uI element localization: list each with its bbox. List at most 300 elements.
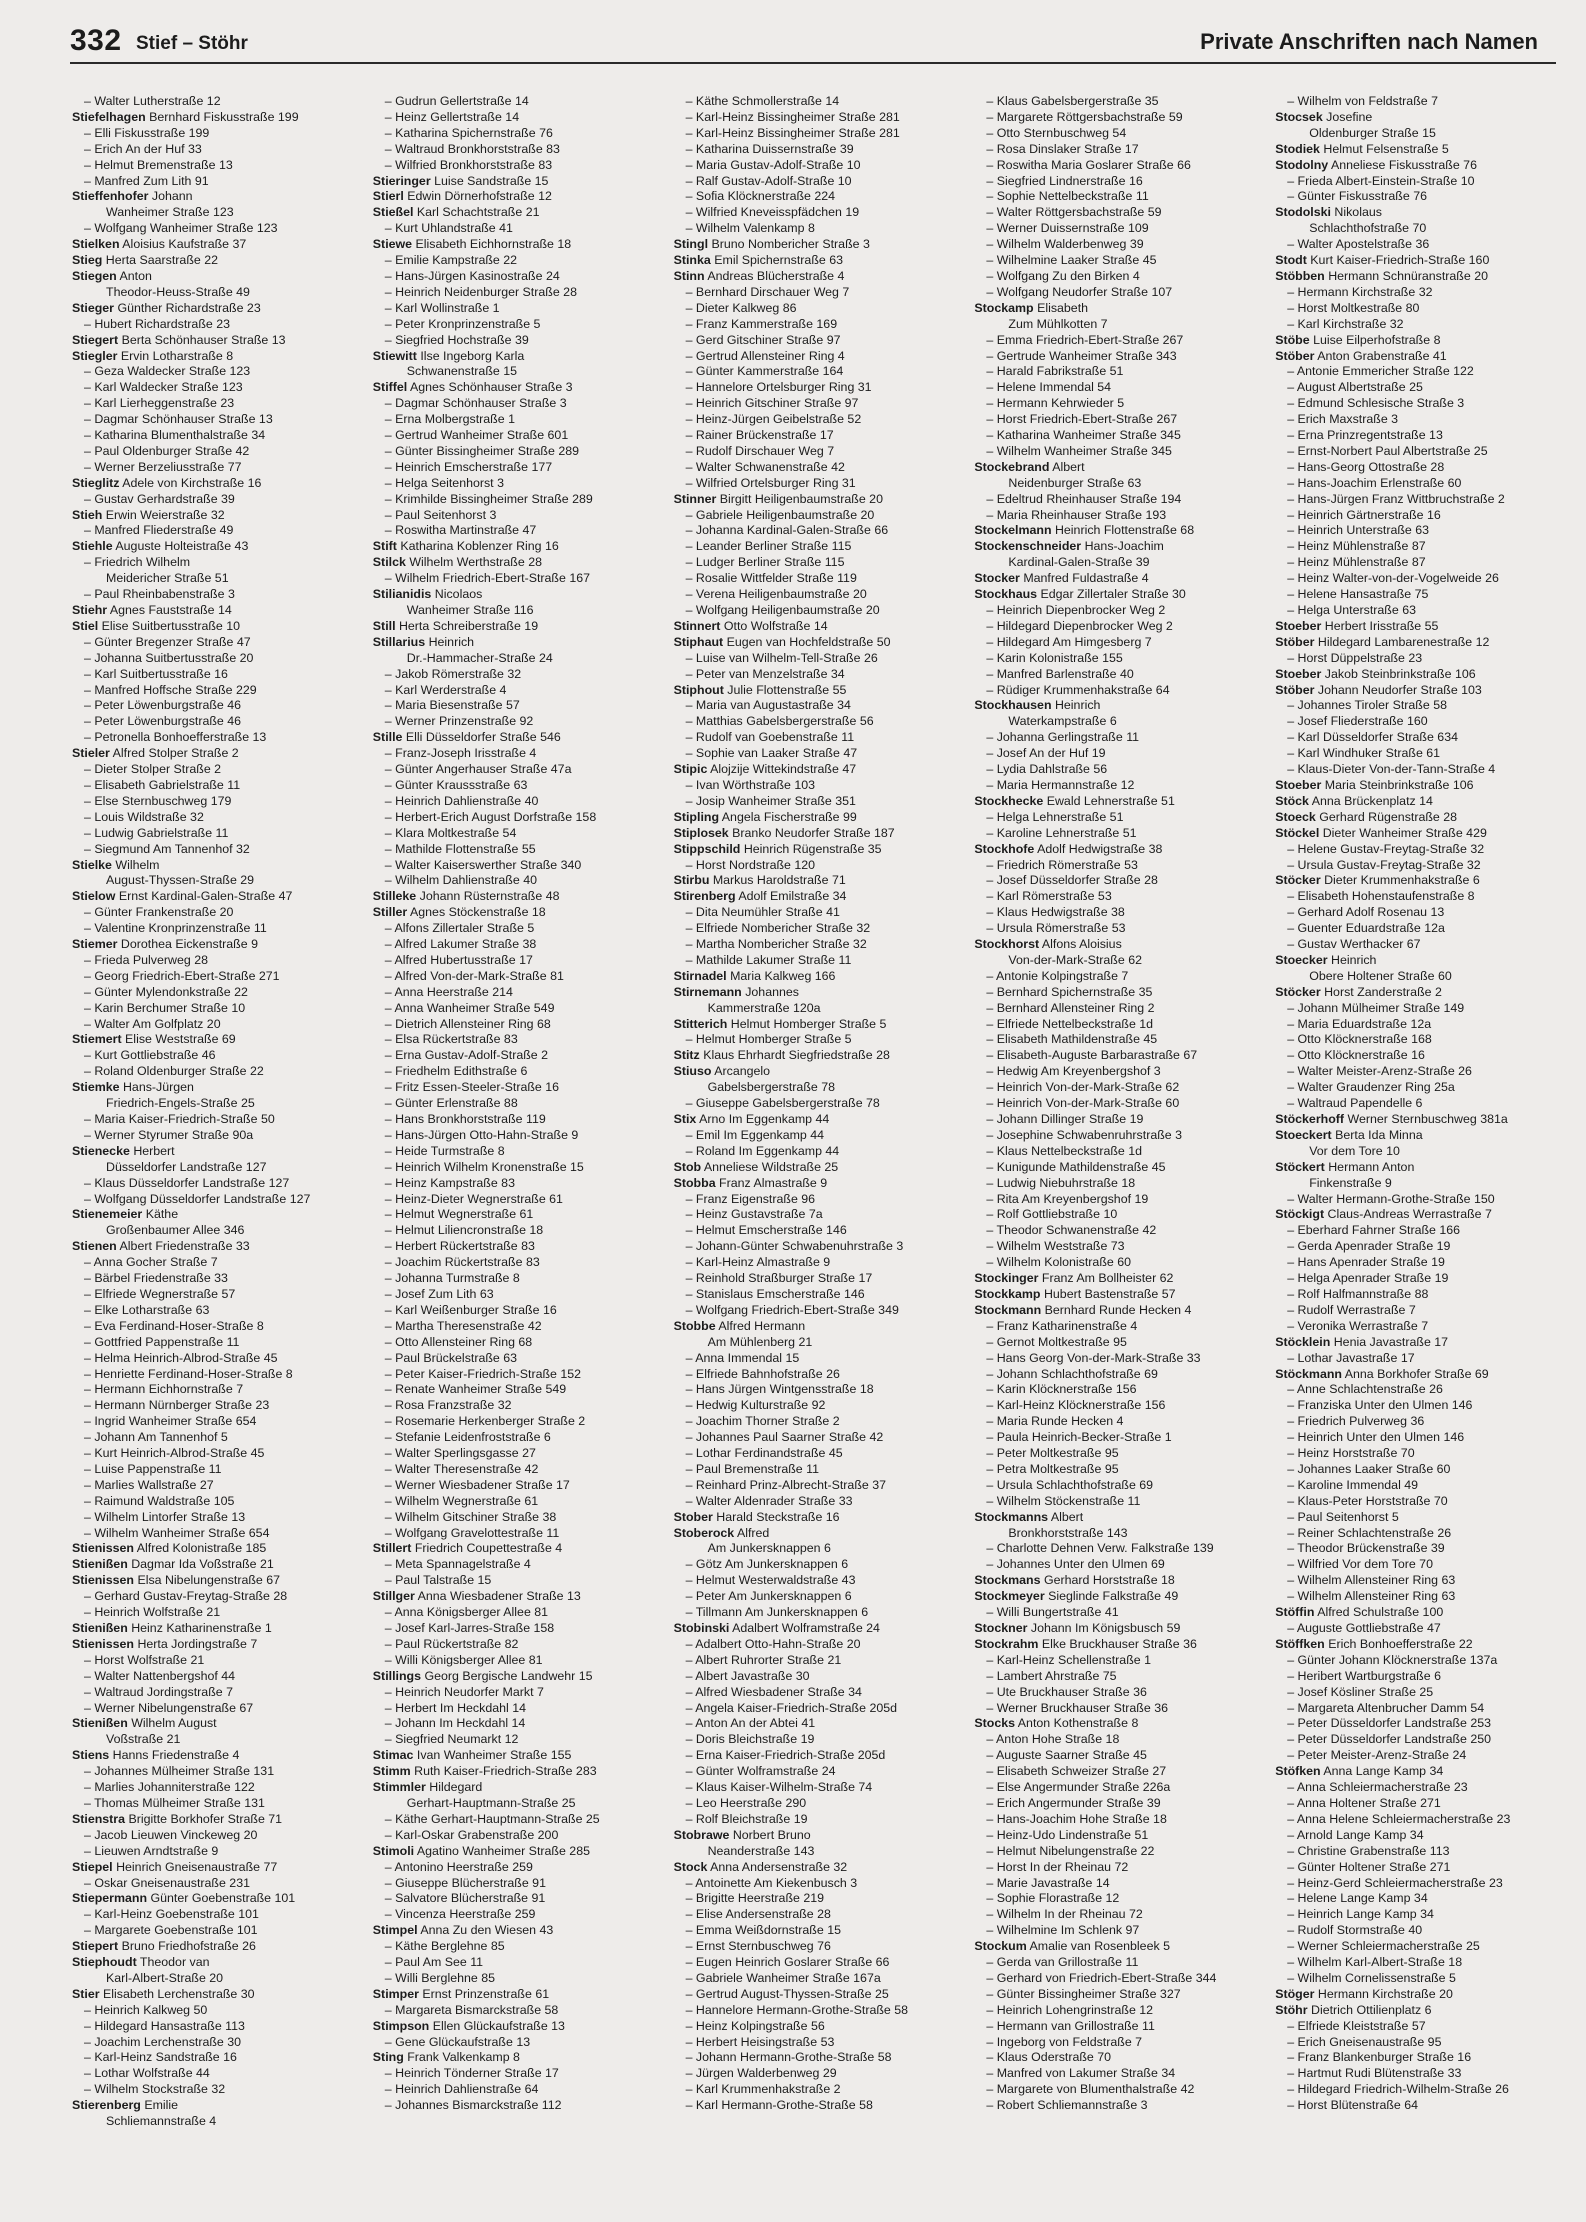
entry-address: Albert	[1050, 1509, 1084, 1524]
directory-entry-head	[1275, 205, 1562, 221]
surname: Stöber	[1275, 682, 1315, 697]
entry-address: Edgar Zillertaler Straße 30	[1040, 587, 1186, 602]
directory-entry: – Antonino Heerstraße 259	[384, 1859, 533, 1874]
surname: Stieg	[72, 253, 103, 268]
directory-entry: – Brigitte Heerstraße 219	[685, 1891, 825, 1906]
surname: Stodiek	[1275, 141, 1320, 156]
entry-address: Agnes Schönhauser Straße 3	[409, 380, 573, 395]
directory-entry: – August Albertstraße 25	[1287, 380, 1423, 395]
entry-address: Elli Düsseldorfer Straße 546	[405, 730, 561, 745]
entry-address: Horst Zanderstraße 2	[1324, 984, 1442, 999]
surname: Stier	[72, 1986, 100, 2001]
surname: Stirenberg	[673, 889, 736, 904]
address-continuation: Friedrich-Engels-Straße 25	[106, 1096, 255, 1111]
entry-address: Herta Jordingstraße 7	[137, 1636, 258, 1651]
directory-entry: – Anna Königsberger Allee 81	[384, 1605, 549, 1620]
directory-entry: – Helmut Homberger Straße 5	[685, 1032, 852, 1047]
entry-address: Erich Bonhoefferstraße 22	[1328, 1636, 1473, 1651]
directory-entry-head	[1275, 333, 1562, 349]
directory-entry: – Joachim Lerchenstraße 30	[84, 2034, 242, 2049]
entry-address: Ervin Lotharstraße 8	[120, 348, 234, 363]
directory-entry: – Hans-Jürgen Otto-Hahn-Straße 9	[384, 1127, 579, 1142]
surname: Stierenberg	[72, 2098, 141, 2113]
directory-entry: – Wolfgang Heiligenbaumstraße 20	[685, 603, 880, 617]
directory-entry: – Jakob Römerstraße 32	[384, 666, 522, 681]
directory-entry: – Johannes Mülheimer Straße 131	[84, 1764, 275, 1779]
directory-entry: – Franz-Joseph Irisstraße 4	[384, 746, 537, 761]
directory-entry: – Waltraud Jordingstraße 7	[84, 1684, 233, 1699]
directory-entry-head	[72, 349, 359, 365]
directory-entry-head	[72, 253, 359, 269]
directory-entry: – Kurt Uhlandstraße 41	[384, 221, 513, 236]
directory-entry-head	[674, 1860, 961, 1876]
entry-address: Heinz Katharinenstraße 1	[131, 1621, 272, 1635]
directory-entry: – Sophie Florastraße 12	[986, 1891, 1120, 1906]
directory-entry-head	[1275, 2003, 1562, 2019]
directory-entry-head	[674, 889, 961, 905]
surname: Stieler	[72, 746, 110, 761]
directory-entry-head	[1275, 1605, 1562, 1621]
directory-entry: – Werner Duissernstraße 109	[986, 221, 1149, 236]
directory-entry: – Rainer Brückenstraße 17	[685, 428, 834, 443]
entry-address: Luise Eilperhofstraße 8	[1313, 332, 1441, 347]
directory-entry: – Rolf Halfmannstraße 88	[1287, 1286, 1429, 1301]
directory-entry: – Horst In der Rheinau 72	[986, 1859, 1129, 1874]
directory-entry: – Hans-Joachim Hohe Straße 18	[986, 1811, 1167, 1826]
surname: Stierl	[372, 189, 404, 204]
surname: Stiewe	[372, 237, 413, 252]
directory-entry-head	[974, 1510, 1261, 1526]
directory-entry-head	[1275, 619, 1562, 635]
directory-entry-head	[1275, 1335, 1562, 1351]
directory-entry: – Ingrid Wanheimer Straße 654	[84, 1414, 257, 1429]
surname: Stodt	[1275, 253, 1307, 268]
directory-entry: – Emil Im Eggenkamp 44	[685, 1127, 825, 1142]
surname: Stieger	[72, 300, 115, 315]
directory-entry: – Klaus Kaiser-Wilhelm-Straße 74	[685, 1780, 873, 1795]
directory-entry: – Günter Kammerstraße 164	[685, 364, 844, 379]
directory-entry: – Hildegard Friedrich-Wilhelm-Straße 26	[1287, 2082, 1509, 2097]
name-range: Stief – Stöhr	[136, 33, 248, 54]
directory-entry: – Johann Am Tannenhof 5	[84, 1430, 228, 1445]
directory-entry: – Elfriede Wegnerstraße 57	[84, 1286, 236, 1301]
entry-address: Markus Haroldstraße 71	[712, 873, 846, 888]
directory-entry: – Johannes Bismarckstraße 112	[384, 2098, 562, 2113]
directory-entry: – Helmut Westerwaldstraße 43	[685, 1573, 856, 1588]
directory-entry: – Wilfried Ortelsburger Ring 31	[685, 475, 856, 490]
directory-entry: – Else Angermunder Straße 226a	[986, 1780, 1171, 1795]
directory-entry: – Siegfried Neumarkt 12	[384, 1732, 519, 1747]
directory-entry: – Johanna Suitbertusstraße 20	[84, 650, 254, 665]
surname: Stobba	[673, 1175, 716, 1190]
directory-entry: – Waltraud Papendelle 6	[1287, 1096, 1423, 1111]
directory-entry-head	[674, 253, 961, 269]
directory-entry: – Hans Apenrader Straße 19	[1287, 1255, 1445, 1270]
entry-address: Edwin Dörnerhofstraße 12	[407, 189, 552, 204]
entry-address: Günther Richardstraße 23	[117, 300, 261, 315]
directory-entry: – Werner Wiesbadener Straße 17	[384, 1477, 570, 1492]
entry-address: Ellen Glückaufstraße 13	[432, 2018, 565, 2033]
directory-entry: – Frieda Albert-Einstein-Straße 10	[1287, 173, 1475, 188]
directory-entry-head	[1275, 778, 1562, 794]
surname: Stiemke	[72, 1080, 120, 1095]
directory-entry: – Luise Pappenstraße 11	[84, 1461, 222, 1476]
address-continuation: Karl-Albert-Straße 20	[106, 1970, 224, 1985]
directory-entry: – Rolf Bleichstraße 19	[685, 1811, 808, 1826]
surname: Stiphaut	[673, 634, 724, 649]
directory-entry: – Karin Kolonistraße 155	[986, 650, 1123, 665]
directory-entry: – Heinrich Gärtnerstraße 16	[1287, 507, 1441, 522]
entry-address: Alfred	[736, 1525, 770, 1540]
directory-entry: – Anna Schleiermacherstraße 23	[1287, 1780, 1468, 1795]
directory-entry: – Charlotte Dehnen Verw. Falkstraße 139	[986, 1541, 1214, 1556]
directory-entry: – Maria van Augustastraße 34	[685, 698, 851, 713]
surname: Stockkamp	[974, 1286, 1041, 1301]
address-continuation: Dr.-Hammacher-Straße 24	[406, 650, 553, 665]
directory-entry: – Karl-Heinz Schellenstraße 1	[986, 1652, 1151, 1667]
directory-entry: – Willi Königsberger Allee 81	[384, 1652, 543, 1667]
directory-entry-head	[72, 1939, 359, 1955]
directory-entry-head	[373, 1764, 660, 1780]
entry-address: Johann Im Königsbusch 59	[1030, 1621, 1181, 1635]
directory-entry: – Walter Meister-Arenz-Straße 26	[1287, 1064, 1472, 1079]
directory-entry-head	[72, 1557, 359, 1573]
entry-address: Elisabeth	[1037, 300, 1089, 315]
directory-entry: – Elfriede Kleiststraße 57	[1287, 2018, 1426, 2033]
directory-entry: – Josef Fliederstraße 160	[1287, 714, 1428, 729]
entry-address: Heinrich Flottenstraße 68	[1054, 523, 1195, 538]
surname: Stober	[673, 1509, 713, 1524]
surname: Stimpson	[372, 2018, 430, 2033]
directory-entry-head	[974, 1573, 1261, 1589]
surname: Still	[372, 618, 396, 633]
entry-address: Agatino Wanheimer Straße 285	[416, 1843, 590, 1858]
directory-entry: – Ursula Gustav-Freytag-Straße 32	[1287, 857, 1481, 872]
directory-entry: – Otto Sternbuschweg 54	[986, 125, 1127, 140]
entry-address: Kurt Kaiser-Friedrich-Straße 160	[1310, 253, 1490, 268]
directory-entry-head	[373, 205, 660, 221]
address-continuation: August-Thyssen-Straße 29	[106, 873, 255, 888]
entry-address: Herta Schreiberstraße 19	[398, 618, 539, 633]
directory-entry: – Mathilde Flottenstraße 55	[384, 841, 536, 856]
entry-address: Alfred Kolonistraße 185	[136, 1541, 267, 1556]
directory-entry: – Klaus Gabelsbergerstraße 35	[986, 94, 1159, 108]
directory-entry-head	[72, 189, 359, 205]
directory-entry: – Anna Heerstraße 214	[384, 984, 513, 999]
directory-entry: – Frieda Pulverweg 28	[84, 952, 208, 967]
surname: Stitz	[673, 1048, 700, 1063]
directory-entry-head	[373, 587, 660, 603]
entry-address: Arno Im Eggenkamp 44	[699, 1112, 830, 1126]
directory-entry-head	[674, 1048, 961, 1064]
directory-entry: – Peter Düsseldorfer Landstraße 250	[1287, 1732, 1492, 1747]
directory-entry-head	[72, 269, 359, 285]
directory-entry: – Albert Javastraße 30	[685, 1668, 810, 1683]
surname: Stiehr	[72, 603, 108, 617]
directory-entry: – Wilhelm Valenkamp 8	[685, 221, 815, 236]
directory-entry: – Eugen Heinrich Goslarer Straße 66	[685, 1955, 890, 1970]
surname: Stienissen	[72, 1541, 134, 1556]
surname: Stieringer	[372, 173, 431, 188]
directory-entry-head	[72, 1891, 359, 1907]
address-continuation: Voßstraße 21	[106, 1732, 181, 1747]
surname: Stiens	[72, 1748, 110, 1763]
directory-entry: – Helene Lange Kamp 34	[1287, 1891, 1428, 1906]
directory-entry-head	[1275, 826, 1562, 842]
entry-address: Klaus Ehrhardt Siegfriedstraße 28	[703, 1048, 890, 1063]
directory-entry: – Katharina Spichernstraße 76	[384, 125, 553, 140]
directory-entry: – Alfred Lakumer Straße 38	[384, 937, 537, 952]
directory-entry: – Paul Rückertstraße 82	[384, 1636, 519, 1651]
directory-entry: – Heinz Walter-von-der-Vogelweide 26	[1287, 571, 1499, 586]
directory-entry: – Karl Hermann-Grothe-Straße 58	[685, 2098, 873, 2113]
directory-entry: – Walter Theresenstraße 42	[384, 1461, 539, 1476]
directory-entry: – Lydia Dahlstraße 56	[986, 762, 1108, 777]
directory-entry: – Paul Am See 11	[384, 1955, 484, 1970]
directory-entry: – Elisabeth Hohenstaufenstraße 8	[1287, 889, 1475, 904]
entry-address: Brigitte Borkhofer Straße 71	[128, 1811, 283, 1826]
directory-entry: – Werner Schleiermacherstraße 25	[1287, 1939, 1480, 1954]
directory-entry: – Friedhelm Edithstraße 6	[384, 1064, 528, 1079]
entry-address: Jakob Steinbrinkstraße 106	[1324, 666, 1476, 681]
directory-entry: – Siegfried Hochstraße 39	[384, 332, 529, 347]
directory-entry-head	[1275, 1367, 1562, 1383]
directory-entry-head	[72, 1080, 359, 1096]
entry-address: Angela Fischerstraße 99	[721, 809, 857, 824]
surname: Stocks	[974, 1716, 1016, 1731]
entry-address: Heinrich Gneisenaustraße 77	[116, 1859, 278, 1874]
entry-address: Henia Javastraße 17	[1333, 1334, 1449, 1349]
directory-entry-head	[674, 1319, 961, 1335]
entry-address: Franz Almastraße 9	[719, 1175, 828, 1190]
surname: Stiuso	[673, 1064, 712, 1079]
directory-entry: – Karl Weißenburger Straße 16	[384, 1302, 557, 1317]
directory-entry: – Gernot Moltkestraße 95	[986, 1334, 1127, 1349]
surname: Stocsek	[1275, 109, 1323, 124]
entry-address: Alojzije Wittekindstraße 47	[710, 762, 857, 777]
directory-entry: – Heinz-Jürgen Geibelstraße 52	[685, 412, 862, 427]
entry-address: Hermann Anton	[1328, 1159, 1415, 1174]
directory-entry: – Dagmar Schönhauser Straße 13	[84, 412, 273, 427]
directory-entry: – Margareta Altenbrucher Damm 54	[1287, 1700, 1485, 1715]
surname: Stockebrand	[974, 459, 1050, 474]
directory-entry: – Heinrich Diepenbrocker Weg 2	[986, 603, 1166, 617]
surname: Stockenschneider	[974, 539, 1082, 554]
directory-entry: – Hermann van Grillostraße 11	[986, 2018, 1155, 2033]
surname: Stillings	[372, 1668, 421, 1683]
directory-entry: – Wolfgang Neudorfer Straße 107	[986, 284, 1173, 299]
entry-address: Käthe	[145, 1207, 179, 1222]
directory-entry: – Lothar Wolfstraße 44	[84, 2066, 210, 2081]
entry-address: Arcangelo	[714, 1064, 771, 1079]
address-continuation: Wanheimer Straße 123	[106, 205, 234, 220]
directory-entry: – Heinrich Kalkweg 50	[84, 2002, 208, 2017]
directory-entry: – Anton An der Abtei 41	[685, 1716, 816, 1731]
directory-entry: – Gerhard von Friedrich-Ebert-Straße 344	[986, 1970, 1217, 1985]
directory-entry: – Petra Moltkestraße 95	[986, 1461, 1119, 1476]
address-continuation: Zum Mühlkotten 7	[1008, 316, 1108, 331]
directory-entry: – Wilhelm Weststraße 73	[986, 1239, 1125, 1254]
directory-entry: – Otto Klöcknerstraße 16	[1287, 1048, 1425, 1063]
directory-entry: – Dietrich Allensteiner Ring 68	[384, 1016, 551, 1031]
directory-entry: – Gerda Apenrader Straße 19	[1287, 1239, 1451, 1254]
directory-entry: – Lothar Javastraße 17	[1287, 1350, 1415, 1365]
directory-entry: – Gabriele Wanheimer Straße 167a	[685, 1970, 881, 1985]
surname: Stoeckert	[1275, 1127, 1332, 1142]
directory-entry: – Gertrud Allensteiner Ring 4	[685, 348, 845, 363]
directory-entry: – Elise Andersenstraße 28	[685, 1907, 831, 1922]
address-continuation: Neidenburger Straße 63	[1008, 475, 1142, 490]
directory-entry: – Emma Weißdornstraße 15	[685, 1923, 841, 1938]
directory-entry: – Wilhelm Wegnerstraße 61	[384, 1493, 539, 1508]
directory-entry: – Heinz Mühlenstraße 87	[1287, 555, 1426, 570]
directory-entry-head	[1275, 794, 1562, 810]
surname: Stienecke	[72, 1143, 130, 1158]
entry-address: Anna Lange Kamp 34	[1323, 1764, 1444, 1779]
directory-entry-head	[974, 1621, 1261, 1637]
directory-entry: – Antonie Kolpingstraße 7	[986, 968, 1129, 983]
directory-entry-head	[974, 539, 1261, 555]
surname: Stiepel	[72, 1859, 113, 1874]
directory-entry-head	[1275, 953, 1562, 969]
directory-entry: – Walter Röttgersbachstraße 59	[986, 205, 1162, 220]
directory-entry: – Harald Fabrikstraße 51	[986, 364, 1124, 379]
surname: Stienemeier	[72, 1207, 143, 1222]
directory-entry: – Helmut Liliencronstraße 18	[384, 1223, 544, 1238]
surname: Stieh	[72, 507, 103, 522]
directory-entry: – Klaus Düsseldorfer Landstraße 127	[84, 1175, 290, 1190]
column-2	[373, 94, 660, 2214]
directory-entry: – Horst Moltkestraße 80	[1287, 300, 1420, 315]
directory-entry: – Heinrich Lohengrinstraße 12	[986, 2002, 1154, 2017]
column-1	[72, 94, 359, 2214]
directory-entry-head	[674, 985, 961, 1001]
directory-entry: – Gudrun Gellertstraße 14	[384, 94, 529, 108]
entry-address: Johann	[151, 189, 193, 204]
directory-entry-head	[373, 1748, 660, 1764]
directory-entry-head	[72, 1637, 359, 1653]
entry-address: Manfred Fuldastraße 4	[1023, 571, 1149, 586]
surname: Stimper	[372, 1986, 419, 2001]
directory-entry: – Rosemarie Herkenberger Straße 2	[384, 1414, 586, 1429]
directory-entry: – Matthias Gabelsbergerstraße 56	[685, 714, 874, 729]
surname: Stienißen	[72, 1716, 128, 1731]
directory-entry: – Heinrich Unter den Ulmen 146	[1287, 1430, 1465, 1445]
directory-entry: – Paula Heinrich-Becker-Straße 1	[986, 1430, 1172, 1445]
directory-entry: – Hartmut Rudi Blütenstraße 33	[1287, 2066, 1462, 2081]
entry-address: Hubert Bastenstraße 57	[1043, 1286, 1176, 1301]
entry-address: Elisabeth Eichhornstraße 18	[415, 237, 572, 252]
entry-address: Herta Saarstraße 22	[105, 253, 219, 268]
entry-address: Anna Borkhofer Straße 69	[1344, 1366, 1489, 1381]
directory-entry: – Erich Maxstraße 3	[1287, 412, 1399, 427]
entry-address: Adalbert Wolframstraße 24	[732, 1621, 880, 1635]
directory-entry-head	[373, 905, 660, 921]
surname: Stilleke	[372, 889, 417, 904]
surname: Stiegler	[72, 348, 118, 363]
directory-entry-head	[373, 619, 660, 635]
directory-entry-head	[72, 1621, 359, 1637]
directory-entry: – Heinrich Von-der-Mark-Straße 62	[986, 1080, 1180, 1095]
entry-address: Berta Ida Minna	[1335, 1127, 1423, 1142]
directory-entry-head	[373, 2050, 660, 2066]
directory-entry: – Dita Neumühler Straße 41	[685, 905, 840, 920]
entry-address: Anton Kothenstraße 8	[1017, 1716, 1139, 1731]
directory-entry: – Roswitha Maria Goslarer Straße 66	[986, 157, 1191, 172]
entry-address: Nikolaus	[1334, 205, 1382, 220]
directory-entry: – Günter Bissingheimer Straße 327	[986, 1986, 1181, 2001]
directory-entry-head	[974, 523, 1261, 539]
directory-entry-head	[373, 539, 660, 555]
entry-address: Katharina Koblenzer Ring 16	[400, 539, 559, 554]
surname: Stockhaus	[974, 587, 1038, 602]
directory-entry: – Gustav Werthacker 67	[1287, 937, 1421, 952]
directory-entry: – Walter Graudenzer Ring 25a	[1287, 1080, 1455, 1095]
directory-entry: – Helma Heinrich-Albrod-Straße 45	[84, 1350, 278, 1365]
directory-entry: – Peter Löwenburgstraße 46	[84, 698, 242, 713]
surname: Stinn	[673, 268, 705, 283]
directory-entry: – Helga Lehnerstraße 51	[986, 809, 1124, 824]
directory-entry: – Elke Lotharstraße 63	[84, 1302, 210, 1317]
surname: Stöckel	[1275, 825, 1320, 840]
surname: Stöger	[1275, 1986, 1315, 2001]
directory-entry-head	[674, 826, 961, 842]
directory-entry: – Marlies Wallstraße 27	[84, 1477, 214, 1492]
directory-entry-head	[373, 237, 660, 253]
directory-entry: – Joachim Rückertstraße 83	[384, 1255, 540, 1270]
directory-entry: – Josef Kösliner Straße 25	[1287, 1684, 1434, 1699]
entry-address: Claus-Andreas Werrastraße 7	[1327, 1207, 1492, 1222]
surname: Stobbe	[673, 1318, 716, 1333]
directory-entry: – Werner Nibelungenstraße 67	[84, 1700, 254, 1715]
directory-entry: – Walter Hermann-Grothe-Straße 150	[1287, 1191, 1495, 1206]
surname: Stöckmann	[1275, 1366, 1342, 1381]
surname: Stilianidis	[372, 587, 432, 602]
entry-address: Maria Kalkweg 166	[730, 968, 836, 983]
directory-entry: – Johannes Paul Saarner Straße 42	[685, 1430, 884, 1445]
directory-entry: – Karl-Oskar Grabenstraße 200	[384, 1827, 559, 1842]
entry-address: Anton	[119, 268, 152, 283]
surname: Stillert	[372, 1541, 412, 1556]
entry-address: Albert	[1052, 459, 1085, 474]
entry-address: Anna Brückenplatz 14	[1311, 793, 1433, 808]
directory-entry: – Josef Karl-Jarres-Straße 158	[384, 1621, 555, 1635]
directory-entry: – Hermann Kirchstraße 32	[1287, 284, 1433, 299]
directory-entry: – Reiner Schlachtenstraße 26	[1287, 1525, 1452, 1540]
directory-entry: – Otto Klöcknerstraße 168	[1287, 1032, 1432, 1047]
directory-entry: – Johanna Kardinal-Galen-Straße 66	[685, 523, 889, 538]
surname: Stockhausen	[974, 698, 1052, 713]
directory-entry: – Karoline Immendal 49	[1287, 1477, 1419, 1492]
directory-entry: – Wilhelm Friedrich-Ebert-Straße 167	[384, 571, 590, 586]
directory-entry: – Hans Bronkhorststraße 119	[384, 1112, 546, 1126]
surname: Stöber	[1275, 348, 1315, 363]
surname: Stockmann	[974, 1302, 1042, 1317]
directory-entry-head	[674, 635, 961, 651]
directory-entry: – Werner Prinzenstraße 92	[384, 714, 534, 729]
directory-entry: – Rudolf Werrastraße 7	[1287, 1302, 1416, 1317]
directory-entry: – Walter Apostelstraße 36	[1287, 237, 1430, 252]
directory-entry-head	[72, 2098, 359, 2114]
surname: Stingl	[673, 237, 709, 252]
entry-address: Ivan Wanheimer Straße 155	[416, 1748, 572, 1763]
directory-entry: – Ernst-Norbert Paul Albertstraße 25	[1287, 443, 1488, 458]
directory-entry: – Reinhold Straßburger Straße 17	[685, 1271, 873, 1286]
directory-entry-head	[1275, 1637, 1562, 1653]
directory-entry: – Heinrich Lange Kamp 34	[1287, 1907, 1434, 1922]
directory-entry: – Heinrich Dahlienstraße 64	[384, 2082, 539, 2097]
surname: Sting	[372, 2050, 404, 2065]
